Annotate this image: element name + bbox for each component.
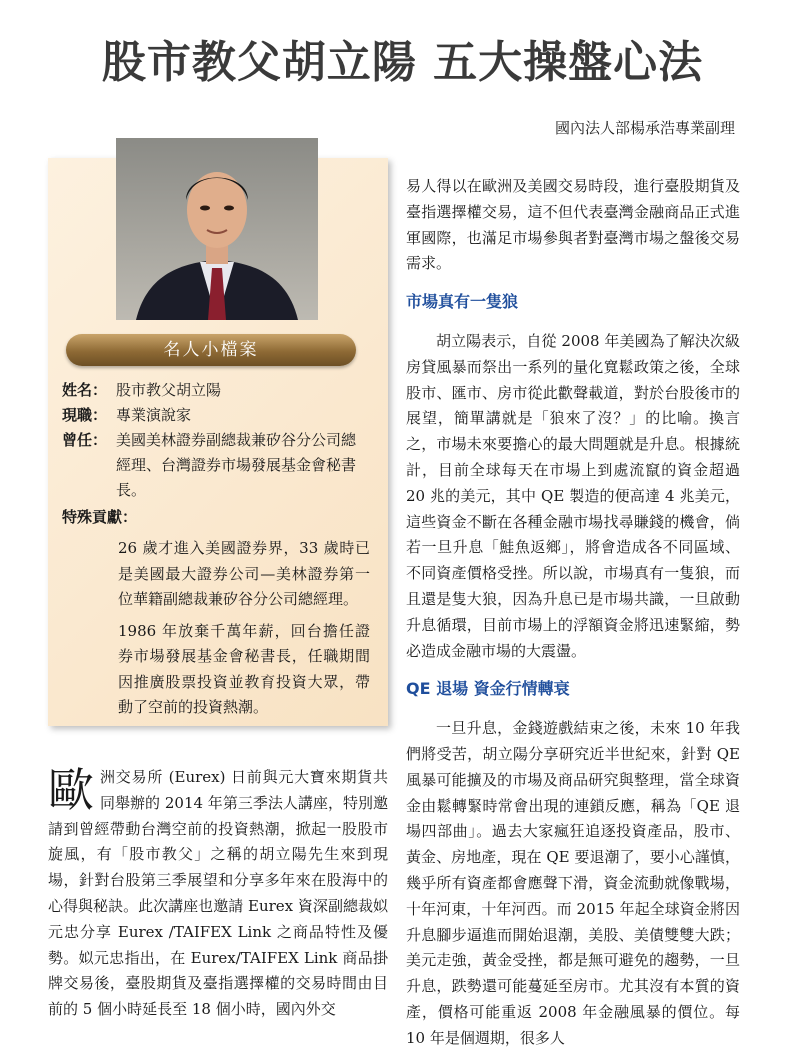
section-heading-qe-exit: QE 退場 資金行情轉衰 <box>406 679 570 699</box>
profile-label: 現職： <box>62 406 108 424</box>
continuation-paragraph: 易人得以在歐洲及美國交易時段，進行臺股期貨及臺指選擇權交易，這不但代表臺灣金融商品正式進軍國際，也滿足市場參與者對臺灣市場之盤後交易需求。 <box>406 177 740 273</box>
intro-paragraph: 洲交易所 (Eurex) 日前與元大寶來期貨共同舉辦的 2014 年第三季法人講座，特別邀請到曾經帶動台灣空前的投資熱潮，掀起一股股市旋風，有「股市教父」之稱的胡立陽先生來到現場，針對台股第三季展望和分享多年來在股海中的心得與秘訣。此次講座也邀請 Eurex 資深副總裁姒元忠分享 Eurex /TAIFEX Link 之商品特性及優勢。姒元忠指出，在 Eurex/TAIFEX Link 商品掛牌交易後，臺股期貨及臺指選擇權的交易時間由目前的 5 個小時延長至 18 個小時，國內外交 <box>48 768 388 1019</box>
section-paragraph: 胡立陽表示，自從 2008 年美國為了解決次級房貸風暴而祭出一系列的量化寬鬆政策之後，全球股市、匯市、房市從此歡聲載道，對於台股後市的展望，簡單講就是「狼來了沒？」的比喻。換言之，市場未來要擔心的最大問題就是升息。根據統計，目前全球每天在市場上到處流竄的資金超過 20 兆的美元，其中 QE 製造的便高達 4 兆美元，這些資金不斷在各種金融市場找尋賺錢的機會，倘若一旦升息「鮭魚返鄉」，將會造成各不同區域、不同資產價格受挫。所以說，市場真有一隻狼，而且還是隻大狼，因為升息已是市場共識，一旦啟動升息循環，目前市場上的浮額資金將迅速緊縮，勢必造成金融市場的大震盪。 <box>406 331 740 660</box>
profile-label: 姓名： <box>62 381 108 399</box>
profile-row-name <box>62 378 370 403</box>
profile-details <box>62 378 370 721</box>
special-contribution-label: 特殊貢獻： <box>62 508 138 526</box>
profile-row-current-job <box>62 403 370 428</box>
drop-cap: 歐 <box>48 763 94 817</box>
profile-box <box>48 158 388 726</box>
author-byline: 國內法人部楊承浩專業副理 <box>554 119 735 137</box>
portrait-illustration <box>116 138 318 320</box>
special-contribution-paragraph: 26 歲才進入美國證券界，33 歲時已是美國最大證券公司—美林證券第一位華籍副總裁兼矽谷分公司總經理。 <box>118 539 370 608</box>
article-left-column <box>48 765 388 1023</box>
portrait-photo <box>116 138 318 320</box>
special-contribution-paragraph: 1986 年放棄千萬年薪，回台擔任證券市場發展基金會秘書長，任職期間因推廣股票投資並教育投資大眾，帶動了空前的投資熱潮。 <box>118 621 370 716</box>
section-heading-wolf: 市場真有一隻狼 <box>406 292 519 312</box>
profile-value: 股市教父胡立陽 <box>116 381 222 399</box>
profile-row-former-job <box>62 428 370 503</box>
page-title: 股市教父胡立陽 五大操盤心法 <box>101 37 704 88</box>
section-paragraph: 一旦升息，金錢遊戲結束之後，未來 10 年我們將受苦，胡立陽分享研究近半世紀來，針對 QE 風暴可能擴及的市場及商品研究與整理，當全球資金由鬆轉緊時常會出現的連鎖反應，稱為「QE 退場四部曲」。過去大家瘋狂追逐投資產品，股市、黃金、房地產，現在 QE 要退潮了，要小心謹慎，幾乎所有資產都會應聲下滑，資金流動就像戰場，十年河東，十年河西。而 2015 年起全球資金將因升息腳步逼進而開始退潮，美股、美債雙雙大跌；美元走強，黃金受挫，都是無可避免的趨勢，一旦升息，跌勢還可能蔓延至房市。尤其沒有本質的資產，價格可能重返 2008 年金融風暴的價位。每 10 年是個週期，很多人 <box>406 719 740 1047</box>
profile-label: 曾任： <box>62 431 108 449</box>
article-right-column <box>406 174 740 1052</box>
profile-banner: 名人小檔案 <box>66 334 356 366</box>
profile-value: 專業演說家 <box>116 406 192 424</box>
profile-value: 美國美林證券副總裁兼矽谷分公司總經理、台灣證券市場發展基金會秘書長。 <box>116 431 357 499</box>
